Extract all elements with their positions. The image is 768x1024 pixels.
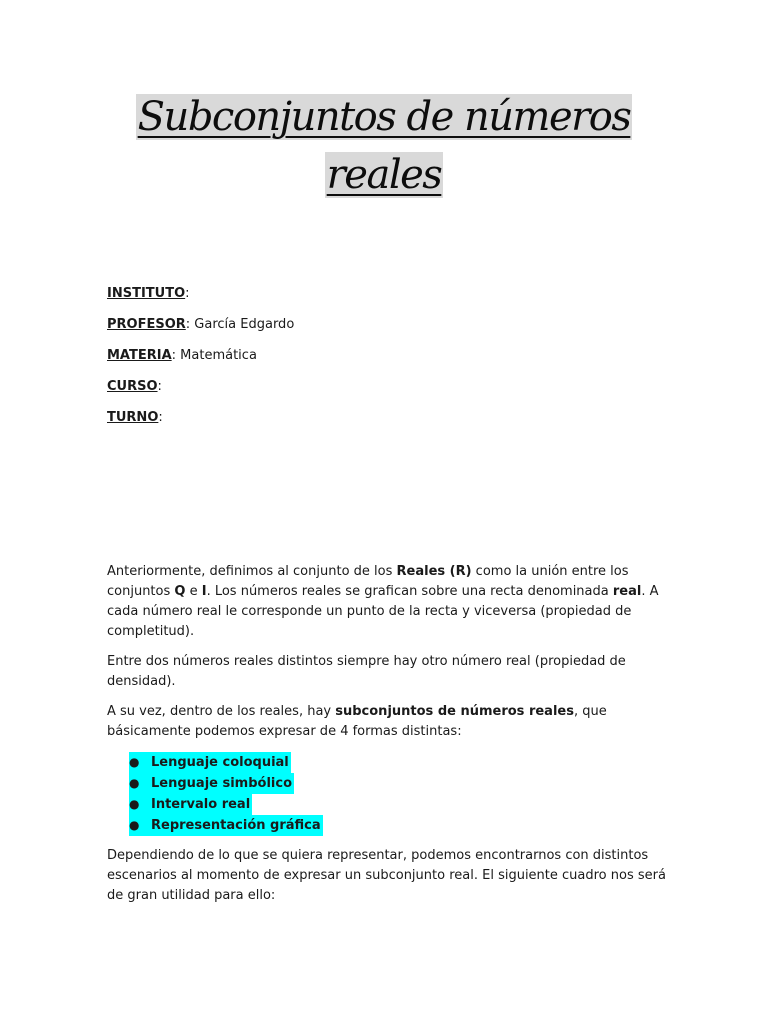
highlighted-item — [129, 794, 252, 815]
list-item-label: Intervalo real — [151, 797, 251, 812]
list-item-label: Representación gráfica — [151, 818, 321, 833]
bullet-icon: ● — [129, 755, 140, 769]
list-item-label: Lenguaje coloquial — [151, 755, 289, 770]
highlighted-item — [129, 773, 294, 794]
info-row-curso — [107, 377, 294, 408]
info-separator: : — [185, 317, 191, 332]
list-item — [129, 752, 667, 773]
info-label: CURSO — [107, 379, 158, 394]
bold-term: I — [201, 584, 207, 599]
info-separator: : — [185, 286, 190, 301]
info-separator: : — [171, 348, 177, 363]
paragraph-subsets — [107, 702, 667, 742]
text-run: A su vez, dentro de los reales, hay — [107, 704, 336, 719]
text-run: . Los números reales se grafican sobre una recta denominada — [206, 584, 613, 599]
info-label: INSTITUTO — [107, 286, 186, 301]
info-row-profesor — [107, 315, 294, 346]
info-row-turno — [107, 408, 294, 439]
info-row-instituto — [107, 284, 294, 315]
paragraph-scenarios: Dependiendo de lo que se quiera representar, podemos encontrarnos con distintos escenarios al momento de expresar un subconjunto real. El siguiente cuadro nos será de gran utilidad para ello: — [107, 848, 666, 903]
course-info — [107, 284, 294, 439]
info-separator: : — [157, 379, 162, 394]
info-separator: : — [158, 410, 163, 425]
bullet-icon: ● — [129, 818, 140, 832]
bold-term: Q — [174, 584, 186, 599]
info-label: MATERIA — [107, 348, 172, 363]
info-row-materia — [107, 346, 294, 377]
highlighted-item — [129, 752, 291, 773]
info-label: PROFESOR — [107, 317, 186, 332]
document-body — [107, 562, 667, 916]
bullet-icon: ● — [129, 797, 140, 811]
text-run: Anteriormente, definimos al conjunto de los — [107, 564, 397, 579]
title-line-1: Subconjuntos de números — [137, 94, 631, 140]
text-run: . A cada número real le corresponde un punto de la recta y viceversa (propiedad de completitud). — [107, 584, 659, 639]
bold-term: real — [612, 584, 642, 599]
text-run: e — [185, 584, 202, 599]
info-label: TURNO — [107, 410, 159, 425]
list-item — [129, 794, 667, 815]
paragraph-density: Entre dos números reales distintos siempre hay otro número real (propiedad de densidad). — [107, 654, 626, 689]
list-item — [129, 773, 667, 794]
document-title — [60, 88, 708, 204]
text-run: , que básicamente podemos expresar de 4 formas distintas: — [107, 704, 607, 739]
highlighted-item — [129, 815, 323, 836]
list-item — [129, 815, 667, 836]
bold-term: Reales (R) — [396, 564, 472, 579]
bullet-icon: ● — [129, 776, 140, 790]
info-value: García Edgardo — [190, 317, 295, 332]
bold-term: subconjuntos de números reales — [335, 704, 574, 719]
list-item-label: Lenguaje simbólico — [151, 776, 293, 791]
text-run: como la unión entre los conjuntos — [107, 564, 629, 599]
forms-list — [107, 752, 667, 836]
info-value: Matemática — [176, 348, 257, 363]
title-line-2: reales — [326, 152, 442, 198]
paragraph-definition — [107, 562, 667, 642]
